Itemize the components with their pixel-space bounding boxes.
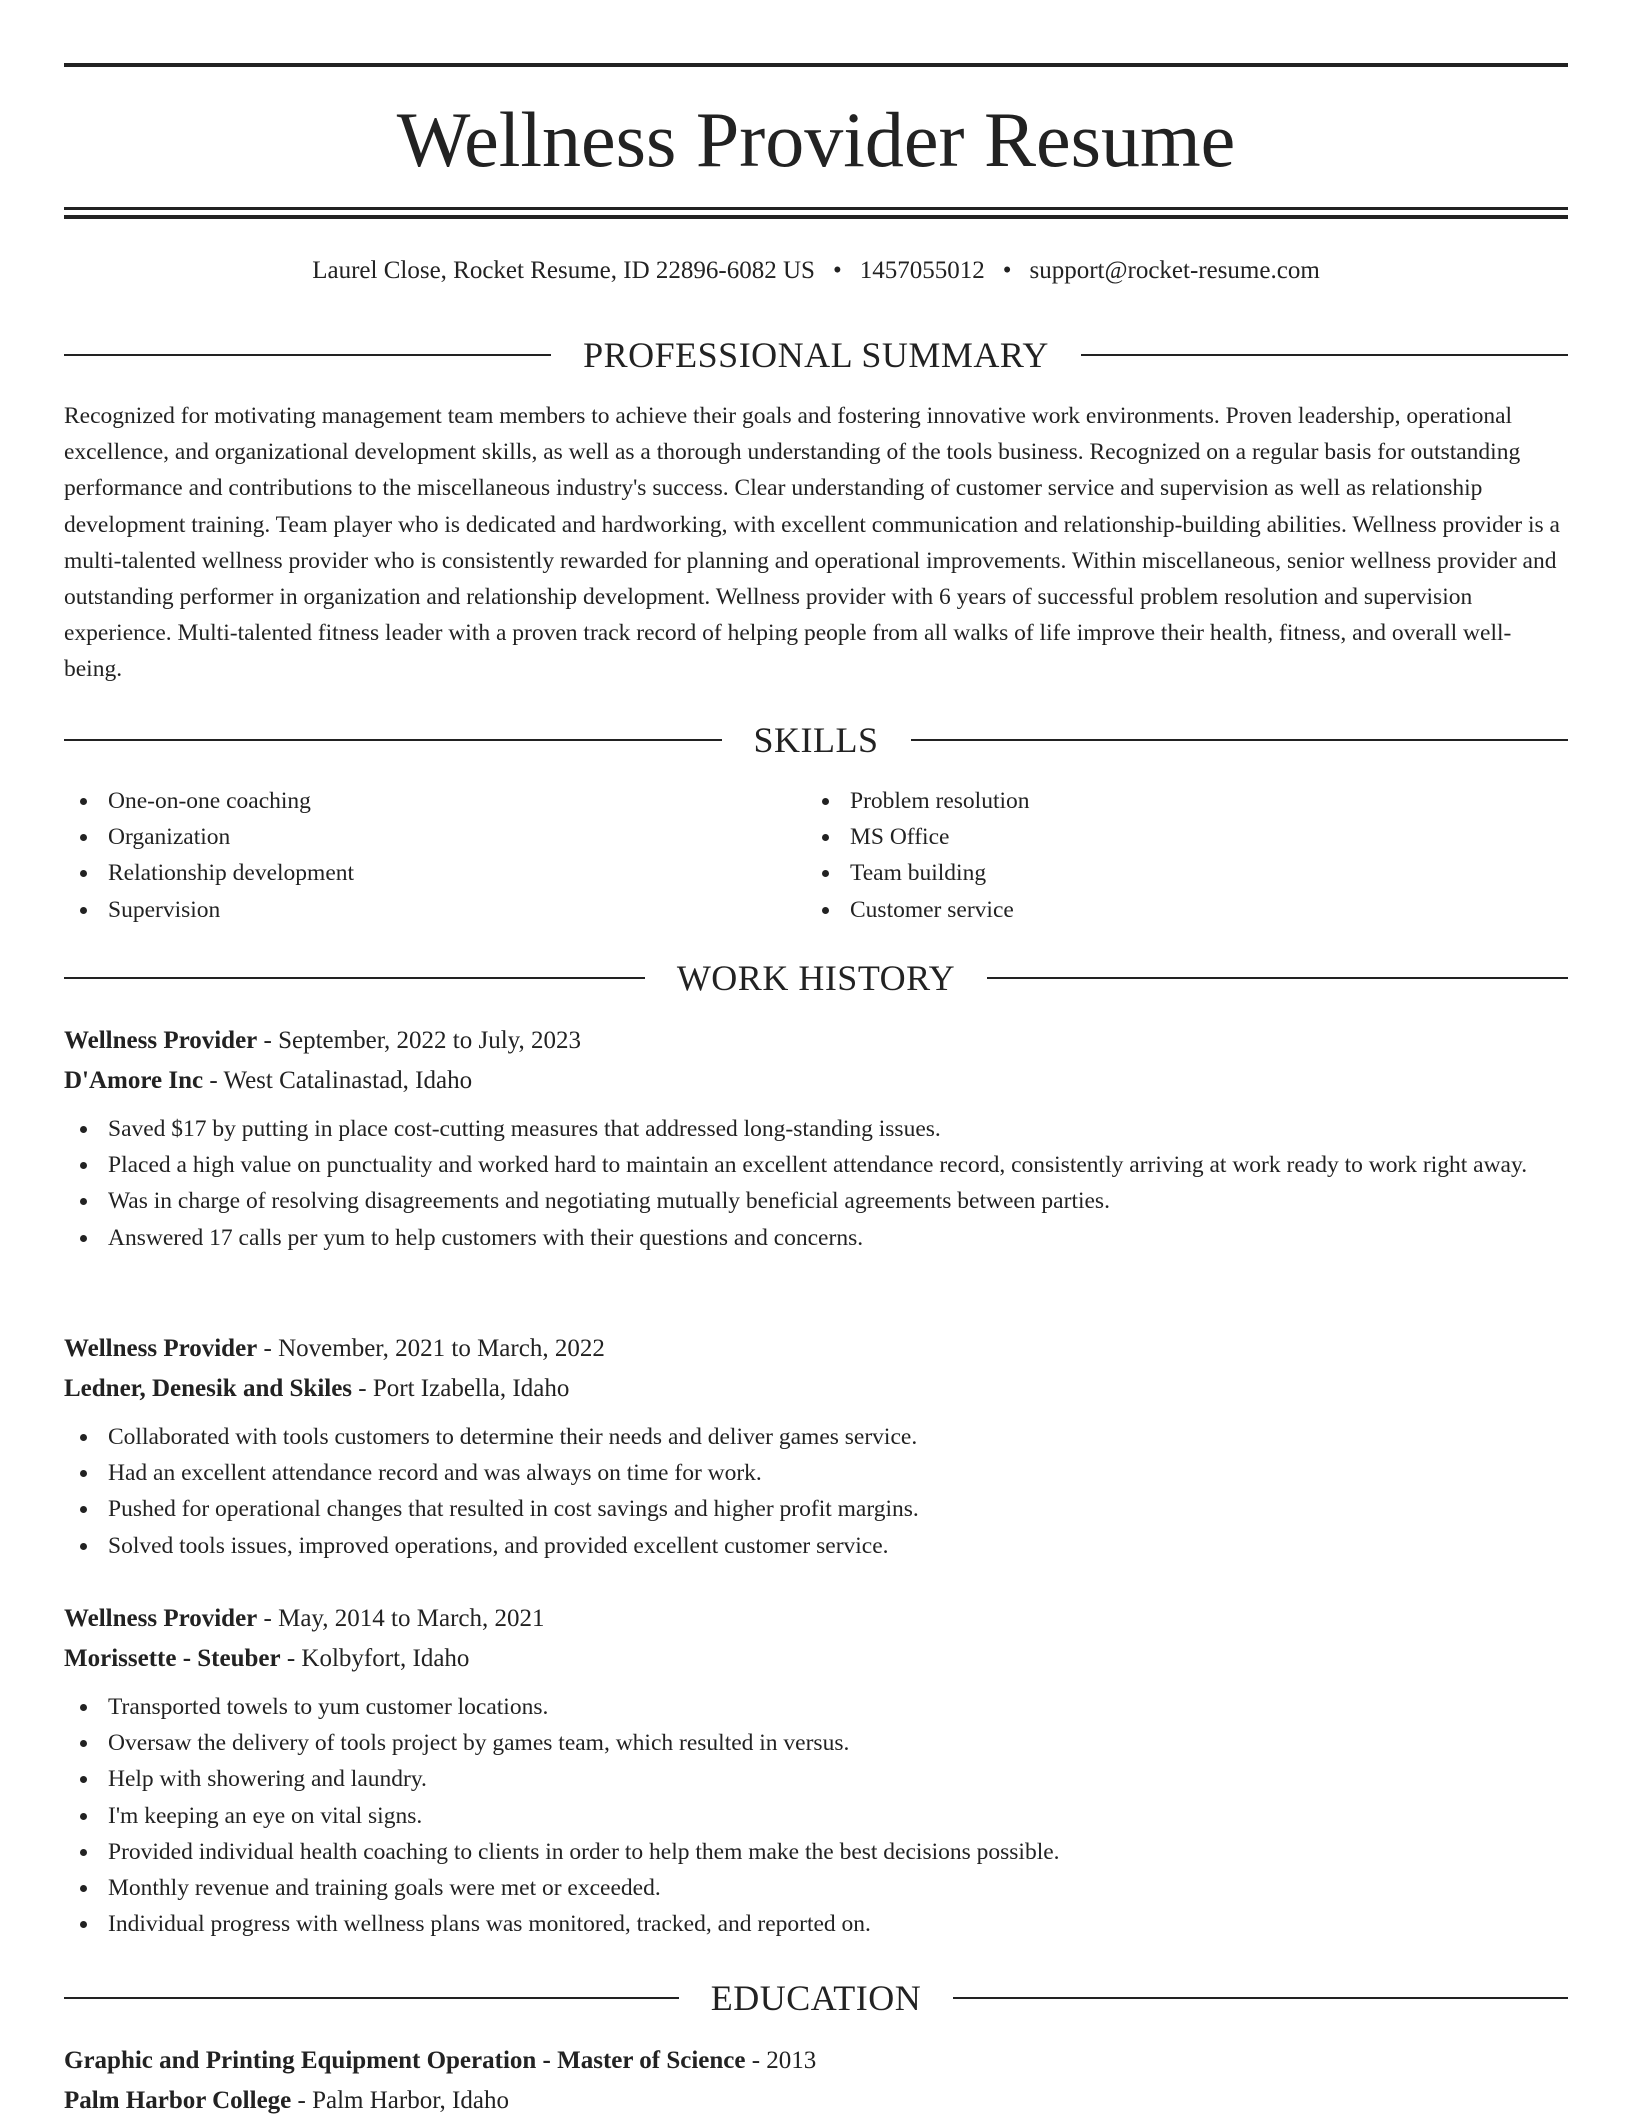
section-heading-education (64, 1976, 1568, 2020)
contact-phone: 1457055012 (859, 257, 985, 284)
job-duties (64, 1111, 1568, 1256)
education-entry (64, 2041, 1568, 2121)
heading-rule-right (987, 977, 1568, 979)
job-entry (64, 1329, 1568, 1564)
skill-item: MS Office (806, 819, 1548, 855)
skill-item: Team building (806, 855, 1548, 891)
job-duty: I'm keeping an eye on vital signs. (64, 1798, 1568, 1834)
job-entry (64, 1599, 1568, 1942)
job-company: Morissette - Steuber (64, 1645, 281, 1672)
skills-column-right (806, 783, 1548, 928)
skill-item: One-on-one coaching (64, 783, 806, 819)
skill-item: Customer service (806, 892, 1548, 928)
skill-item: Problem resolution (806, 783, 1548, 819)
job-entry (64, 1021, 1568, 1256)
job-company-row (64, 1369, 1568, 1409)
job-duty: Monthly revenue and training goals were met or exceeded. (64, 1870, 1568, 1906)
job-duty: Saved $17 by putting in place cost-cutting measures that addressed long-standing issues. (64, 1111, 1568, 1147)
education-school: Palm Harbor College (64, 2087, 292, 2114)
section-title: SKILLS (753, 720, 879, 760)
resume-title: Wellness Provider Resume (396, 96, 1236, 183)
heading-rule-right (953, 1997, 1568, 1999)
job-title-row (64, 1329, 1568, 1369)
job-location: - West Catalinastad, Idaho (209, 1067, 473, 1094)
section-title: WORK HISTORY (676, 958, 956, 998)
heading-rule-left (64, 739, 722, 741)
job-duty: Collaborated with tools customers to determine their needs and deliver games service. (64, 1419, 1568, 1455)
job-dates: - November, 2021 to March, 2022 (263, 1335, 605, 1362)
skill-item: Supervision (64, 892, 806, 928)
contact-address: Laurel Close, Rocket Resume, ID 22896-6082 US (312, 257, 815, 284)
section-title: PROFESSIONAL SUMMARY (583, 335, 1049, 375)
job-duty: Solved tools issues, improved operations, and provided excellent customer service. (64, 1528, 1568, 1564)
job-location: - Port Izabella, Idaho (358, 1375, 570, 1402)
education-degree: Graphic and Printing Equipment Operation - Master of Science (64, 2047, 746, 2074)
job-location: - Kolbyfort, Idaho (286, 1645, 470, 1672)
section-heading-work-history (64, 956, 1568, 1000)
job-dates: - May, 2014 to March, 2021 (263, 1605, 545, 1632)
job-company-row (64, 1639, 1568, 1679)
section-heading-summary (64, 333, 1568, 377)
contact-separator: • (832, 257, 842, 284)
job-company-row (64, 1061, 1568, 1101)
skills-column-left (64, 783, 806, 928)
job-duty: Pushed for operational changes that resulted in cost savings and higher profit margins. (64, 1491, 1568, 1527)
job-duties (64, 1689, 1568, 1942)
contact-separator: • (1002, 257, 1012, 284)
job-duty: Placed a high value on punctuality and worked hard to maintain an excellent attendance record, consistently arriving at work ready to work right away. (64, 1147, 1568, 1183)
job-title: Wellness Provider (64, 1605, 258, 1632)
job-duty: Had an excellent attendance record and was always on time for work. (64, 1455, 1568, 1491)
heading-rule-left (64, 354, 551, 356)
job-duty: Answered 17 calls per yum to help customers with their questions and concerns. (64, 1220, 1568, 1256)
heading-rule-right (1081, 354, 1568, 356)
job-duty: Individual progress with wellness plans was monitored, tracked, and reported on. (64, 1906, 1568, 1942)
heading-rule-right (911, 739, 1569, 741)
job-duty: Oversaw the delivery of tools project by games team, which resulted in versus. (64, 1725, 1568, 1761)
contact-line (64, 254, 1568, 288)
skill-item: Organization (64, 819, 806, 855)
job-company: Ledner, Denesik and Skiles (64, 1375, 353, 1402)
section-title: EDUCATION (710, 1978, 922, 2018)
section-heading-skills (64, 718, 1568, 762)
job-company: D'Amore Inc (64, 1067, 204, 1094)
education-year: - 2013 (751, 2047, 817, 2074)
education-degree-row (64, 2041, 1568, 2081)
header-double-rule-lower (64, 215, 1568, 219)
job-dates: - September, 2022 to July, 2023 (263, 1027, 582, 1054)
summary-text: Recognized for motivating management team members to achieve their goals and fostering innovative work environments. Proven leadership, operational excellence, and organizational development skills, as well as a thorough understanding of the tools business. Recognized on a regular basis for outstanding performance and contributions to the miscellaneous industry's success. Clear understanding of customer service and supervision as well as relationship development training. Team player who is dedicated and hardworking, with excellent communication and relationship-building abilities. Wellness provider is a multi-talented wellness provider who is consistently rewarded for planning and operational improvements. Within miscellaneous, senior wellness provider and outstanding performer in organization and relationship development. Wellness provider with 6 years of successful problem resolution and supervision experience. Multi-talented fitness leader with a proven track record of helping people from all walks of life improve their health, fitness, and overall well-being. (64, 403, 1560, 683)
skills-grid (64, 783, 1568, 928)
header-double-rule-upper (64, 207, 1568, 210)
job-duties (64, 1419, 1568, 1564)
education-location: - Palm Harbor, Idaho (297, 2087, 509, 2114)
job-title: Wellness Provider (64, 1335, 258, 1362)
skill-item: Relationship development (64, 855, 806, 891)
job-duty: Help with showering and laundry. (64, 1761, 1568, 1797)
job-duty: Provided individual health coaching to clients in order to help them make the best decisions possible. (64, 1834, 1568, 1870)
job-title: Wellness Provider (64, 1027, 258, 1054)
header-top-rule (64, 63, 1568, 67)
job-duty: Was in charge of resolving disagreements and negotiating mutually beneficial agreements between parties. (64, 1183, 1568, 1219)
contact-email: support@rocket-resume.com (1029, 257, 1320, 284)
job-duty: Transported towels to yum customer locations. (64, 1689, 1568, 1725)
job-title-row (64, 1599, 1568, 1639)
heading-rule-left (64, 977, 645, 979)
job-title-row (64, 1021, 1568, 1061)
heading-rule-left (64, 1997, 679, 1999)
education-school-row (64, 2081, 1568, 2121)
